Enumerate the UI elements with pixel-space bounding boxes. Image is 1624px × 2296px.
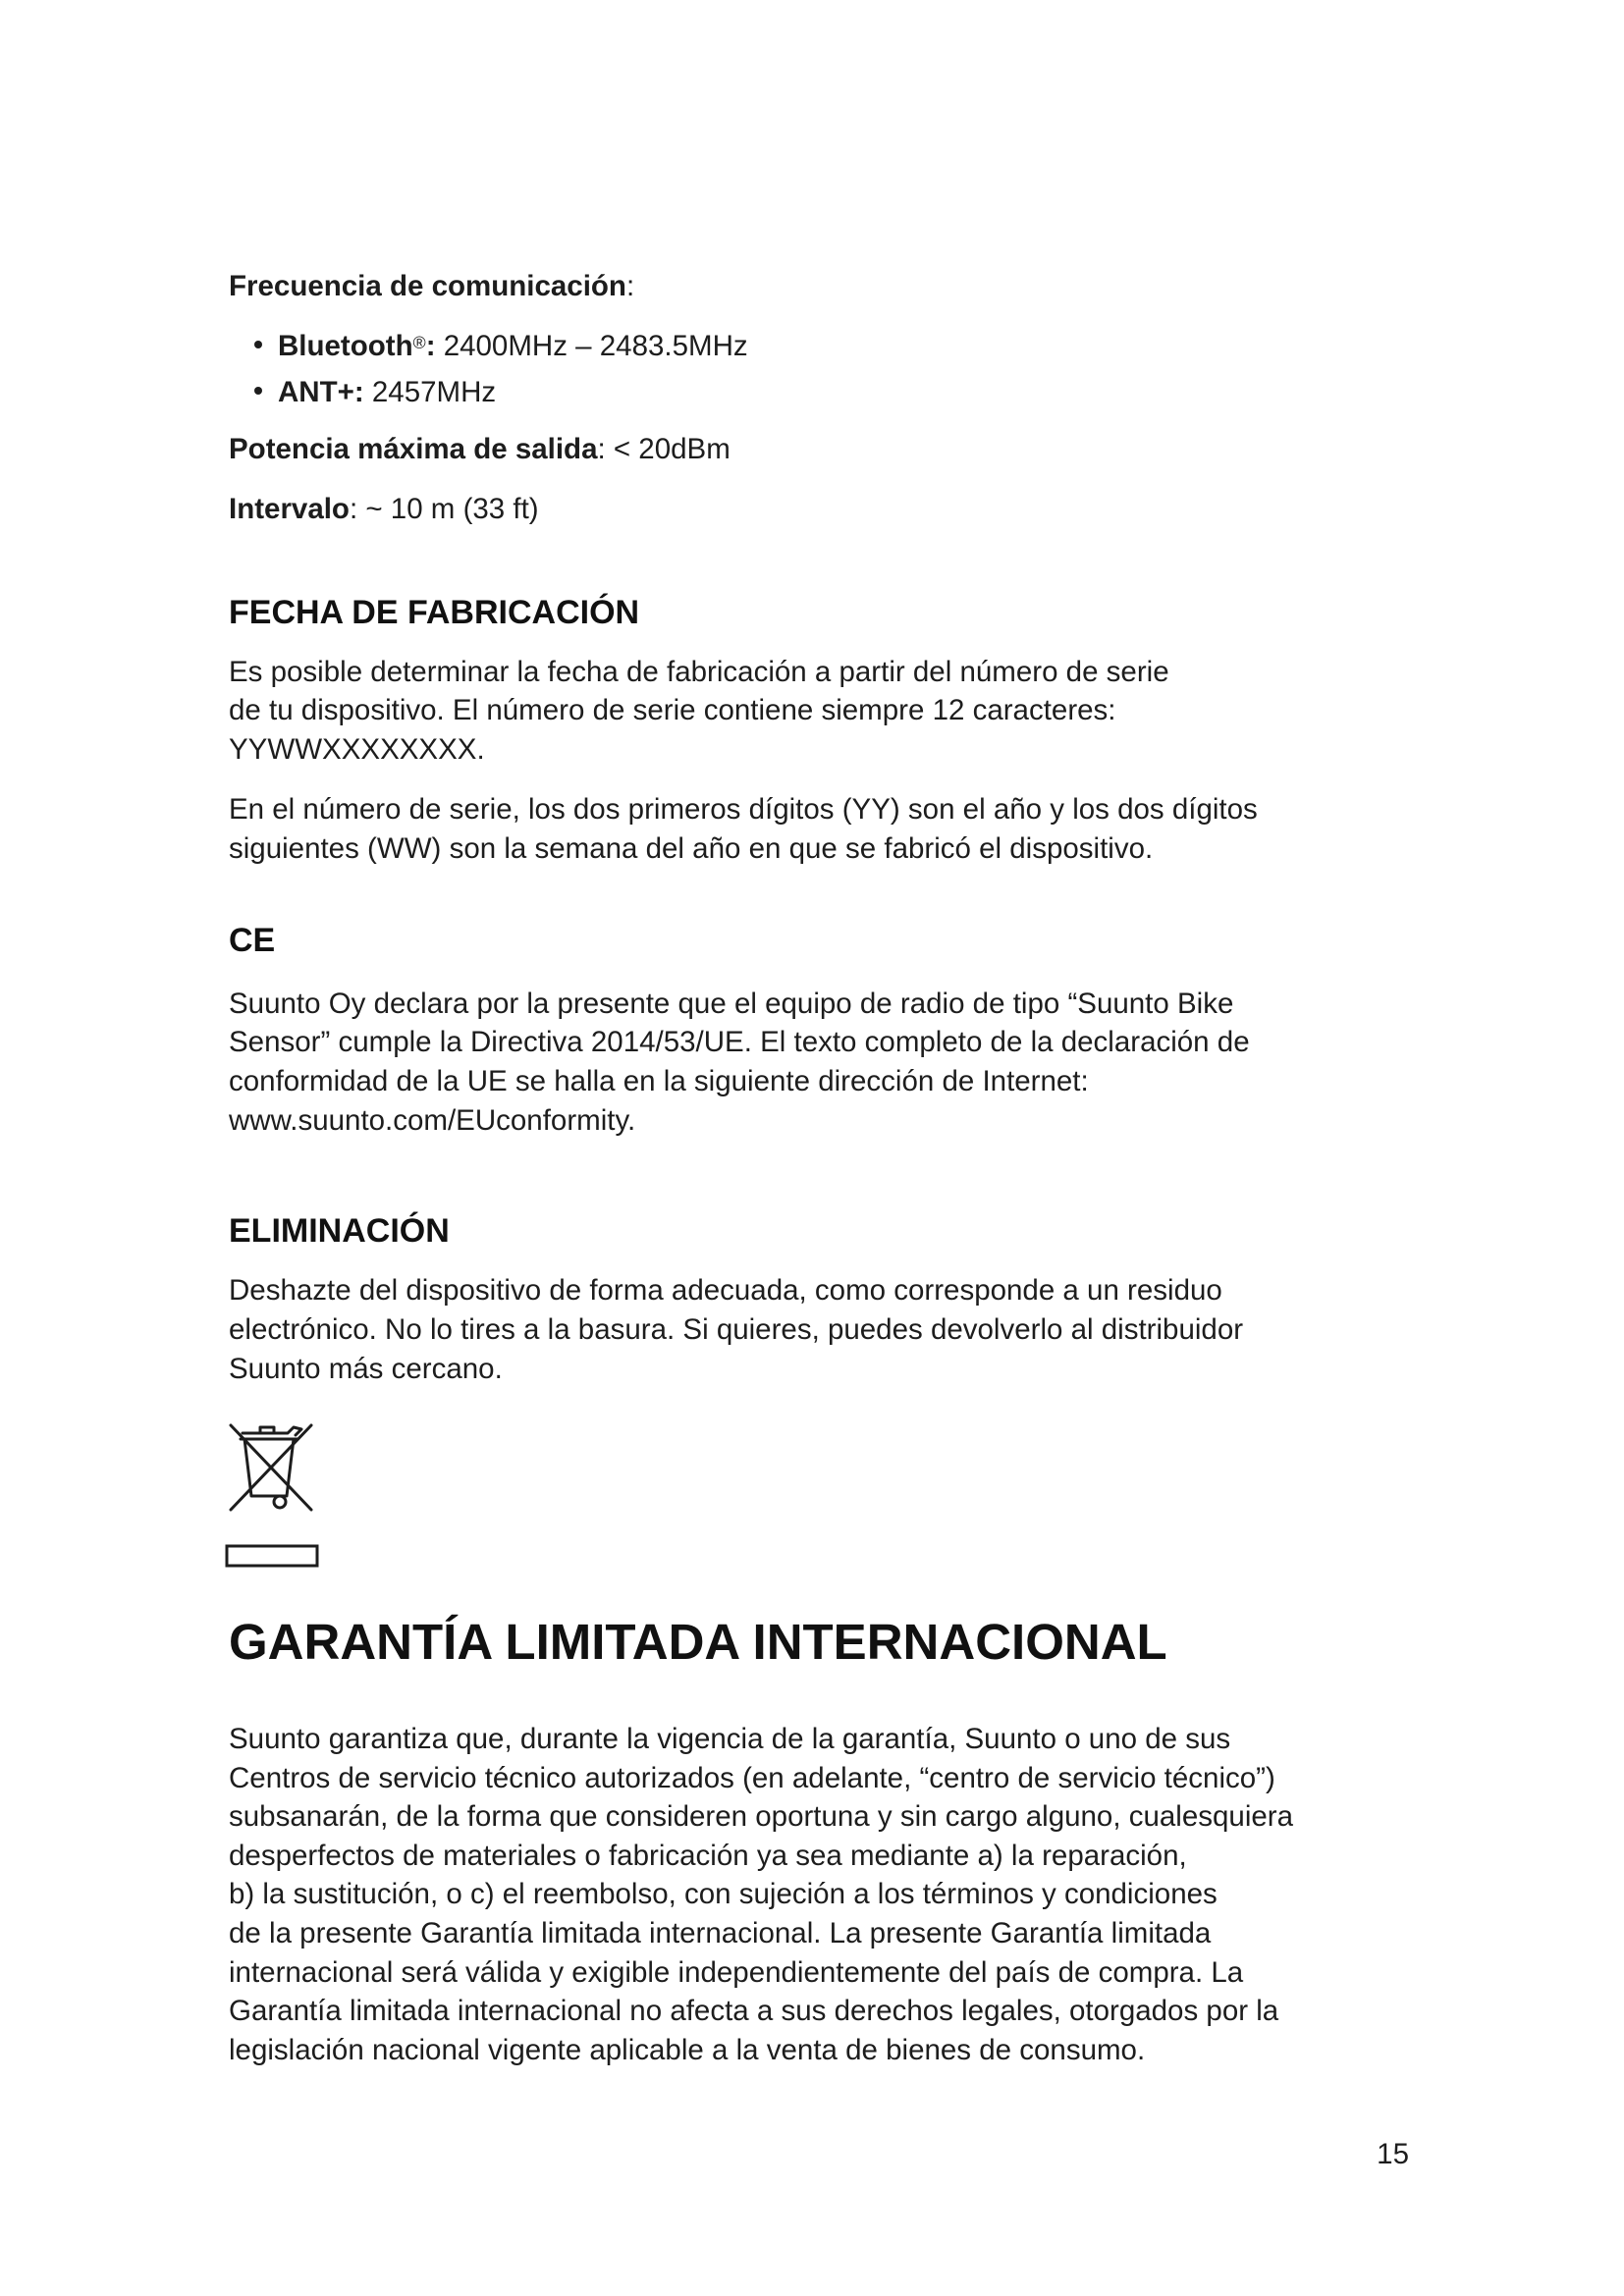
- warranty-heading: GARANTÍA LIMITADA INTERNACIONAL: [229, 1614, 1167, 1670]
- disposal-heading: ELIMINACIÓN: [229, 1212, 450, 1250]
- list-item-bluetooth: Bluetooth®: 2400MHz – 2483.5MHz: [254, 327, 748, 366]
- disposal-line-3: Suunto más cercano.: [229, 1353, 503, 1385]
- warranty-line-4: desperfectos de materiales o fabricación ya sea mediante a) la reparación,: [229, 1840, 1187, 1872]
- ce-url: www.suunto.com/EUconformity.: [229, 1104, 636, 1137]
- disposal-line-1: Deshazte del dispositivo de forma adecuada, como corresponde a un residuo: [229, 1274, 1222, 1307]
- ce-line-3: conformidad de la UE se halla en la siguiente dirección de Internet:: [229, 1065, 1089, 1097]
- warranty-line-5: b) la sustitución, o c) el reembolso, con sujeción a los términos y condiciones: [229, 1878, 1218, 1910]
- warranty-line-6: de la presente Garantía limitada internacional. La presente Garantía limitada: [229, 1917, 1212, 1949]
- manufacture-date-heading: FECHA DE FABRICACIÓN: [229, 594, 640, 631]
- disposal-line-2: electrónico. No lo tires a la basura. Si quieres, puedes devolverlo al distribuidor: [229, 1313, 1244, 1346]
- bullet-icon: [254, 387, 262, 395]
- warranty-line-3: subsanarán, de la forma que consideren oportuna y sin cargo alguno, cualesquiera: [229, 1800, 1294, 1833]
- page-number: 15: [1377, 2138, 1409, 2170]
- manufacture-para2-line1: En el número de serie, los dos primeros dígitos (YY) son el año y los dos dígitos: [229, 793, 1258, 826]
- range: Intervalo: ~ 10 m (33 ft): [229, 493, 539, 525]
- warranty-line-8: Garantía limitada internacional no afecta a sus derechos legales, otorgados por la: [229, 1995, 1279, 2027]
- warranty-line-2: Centros de servicio técnico autorizados (en adelante, “centro de servicio técnico”): [229, 1762, 1275, 1794]
- list-item-ant: ANT+: 2457MHz: [254, 373, 496, 412]
- manufacture-para1-line2: de tu dispositivo. El número de serie contiene siempre 12 caracteres:: [229, 694, 1116, 726]
- warranty-line-7: internacional será válida y exigible independientemente del país de compra. La: [229, 1956, 1244, 1989]
- warranty-line-1: Suunto garantiza que, durante la vigencia de la garantía, Suunto o uno de sus: [229, 1723, 1231, 1755]
- ce-line-1: Suunto Oy declara por la presente que el equipo de radio de tipo “Suunto Bike: [229, 988, 1234, 1020]
- ce-line-2: Sensor” cumple la Directiva 2014/53/UE. El texto completo de la declaración de: [229, 1026, 1250, 1058]
- warranty-line-9: legislación nacional vigente aplicable a la venta de bienes de consumo.: [229, 2034, 1146, 2066]
- bullet-icon: [254, 341, 262, 348]
- manufacture-para2-line2: siguientes (WW) son la semana del año en que se fabricó el dispositivo.: [229, 832, 1154, 865]
- ce-heading: CE: [229, 922, 276, 959]
- max-output-power: Potencia máxima de salida: < 20dBm: [229, 433, 731, 465]
- crossed-out-wheelie-bin-icon: [225, 1419, 323, 1581]
- manufacture-para1-line1: Es posible determinar la fecha de fabricación a partir del número de serie: [229, 656, 1169, 688]
- manufacture-para1-line3: YYWWXXXXXXXX.: [229, 733, 485, 766]
- communication-frequency-label: Frecuencia de comunicación:: [229, 270, 635, 302]
